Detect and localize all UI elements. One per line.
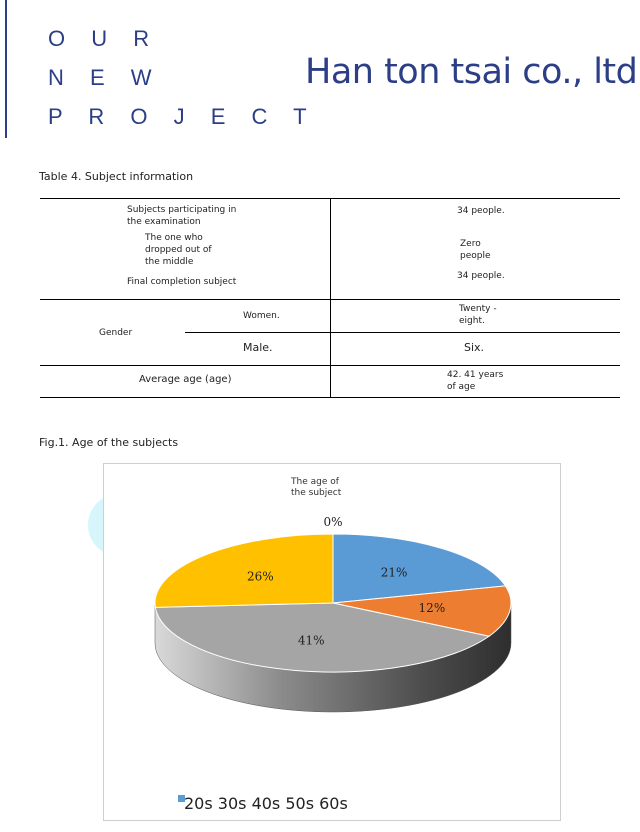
pie-slice-50s — [155, 534, 333, 607]
pie-chart-frame — [103, 463, 561, 821]
avg-age-label: Average age (age) — [139, 374, 232, 385]
chart-legend: 20s 30s 40s 50s 60s — [184, 794, 348, 813]
table-column-divider — [330, 198, 331, 398]
pie-label-30s: 12% — [418, 600, 446, 615]
chart-title: The age of — [291, 477, 339, 487]
table-rule — [185, 332, 620, 333]
pie-slices — [155, 534, 511, 672]
header-accent-rule — [5, 0, 7, 138]
pie-label-20s: 21% — [380, 565, 408, 580]
avg-age-value: 42. 41 years of age — [447, 370, 504, 392]
table-caption: Table 4. Subject information — [39, 170, 194, 183]
pie-label-60s: 0% — [323, 515, 343, 529]
participants-value: 34 people. — [457, 206, 505, 216]
pie-label-50s: 26% — [247, 569, 274, 584]
participants-label: Subjects participating in the examination — [127, 205, 237, 227]
chart-title-line-2: the subject — [291, 488, 342, 498]
male-value: Six. — [464, 341, 485, 354]
pie-label-40s: 41% — [297, 633, 325, 648]
women-label: Women. — [243, 311, 280, 321]
header-line-3: P R O J E C T — [48, 104, 317, 129]
male-label: Male. — [243, 341, 273, 354]
completion-value: 34 people. — [457, 271, 505, 281]
figure-caption: Fig.1. Age of the subjects — [39, 436, 179, 449]
header-line-1: O U R — [48, 26, 160, 51]
pie-chart — [104, 464, 562, 822]
dropped-label: The one who dropped out of the middle — [145, 233, 212, 267]
completion-label: Final completion subject — [127, 277, 237, 287]
gender-label: Gender — [99, 328, 133, 338]
company-name: Han ton tsai co., ltd — [305, 52, 638, 92]
header-line-2: N E W — [48, 65, 162, 90]
dropped-value: Zero people — [460, 239, 491, 261]
women-value: Twenty -eight. — [459, 304, 497, 326]
